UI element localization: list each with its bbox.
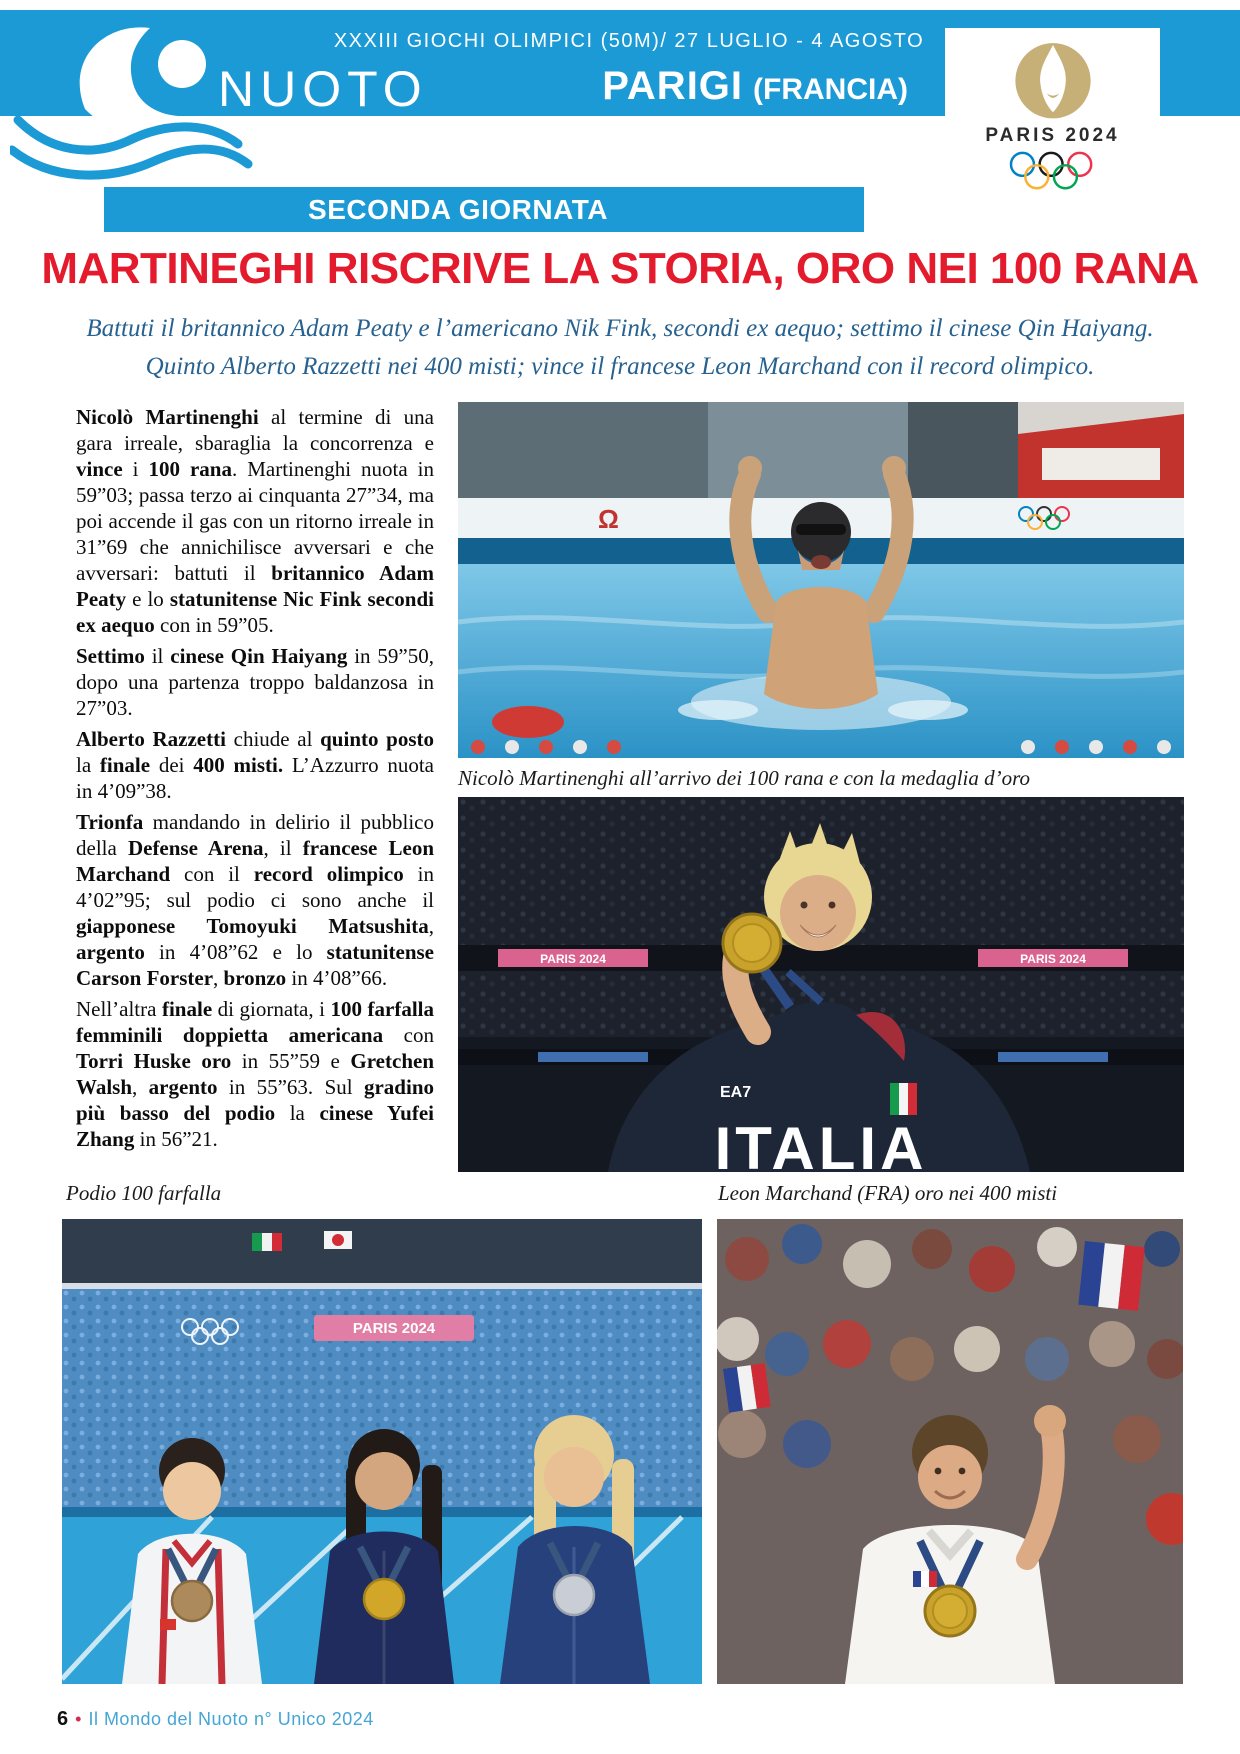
pool-wall-omega: Ω (598, 504, 619, 534)
olympic-rings-icon (1007, 151, 1099, 193)
french-flag (723, 1363, 771, 1412)
chest-badge (913, 1571, 937, 1587)
paris2024-wordmark: PARIS 2024 (985, 125, 1120, 146)
caption-martinenghi: Nicolò Martinenghi all’arrivo dei 100 rana e con la medaglia d’oro (458, 766, 1030, 790)
header-strip-title: XXXIII GIOCHI OLIMPICI (50M)/ 27 LUGLIO - 4 AGOSTO (333, 30, 925, 52)
italy-badge (890, 1083, 917, 1115)
jacket-italia-text: ITALIA (714, 1115, 928, 1172)
article-body (76, 404, 434, 1157)
subtitle-line1: Battuti il britannico Adam Peaty e l’americano Nik Fink, secondi ex aequo; settimo il cinese Qin Haiyang. (86, 315, 1154, 342)
photo-marchand-celebration (717, 1219, 1183, 1684)
page-number: 6 (57, 1708, 69, 1730)
photo-martinenghi-medal (458, 797, 1184, 1172)
jacket-brand-text: EA7 (720, 1084, 752, 1101)
french-flag (1078, 1241, 1144, 1311)
paragraph: Alberto Razzetti chiude al quinto posto la finale dei 400 misti. L’Azzurro nuota in 4’09”38. (76, 727, 435, 803)
header-city-line (540, 64, 908, 109)
gold-medal (925, 1586, 975, 1636)
photo-martinenghi-pool (458, 402, 1184, 758)
section-title: NUOTO (218, 61, 428, 117)
day-banner (104, 187, 864, 232)
led-board-text: PARIS 2024 (1020, 952, 1086, 966)
page-footer (57, 1708, 374, 1731)
caption-podium: Podio 100 farfalla (66, 1181, 222, 1205)
day-banner-label: SECONDA GIORNATA (308, 193, 608, 225)
caption-marchand: Leon Marchand (FRA) oro nei 400 misti (718, 1181, 1058, 1205)
paragraph: Nell’altra finale di giornata, i 100 farfalla femminili doppietta americana con Torri Huske oro in 55”59 e Gretchen Walsh, argento in 55”63. Sul gradino più basso del podio la cinese Yufei Zhang in 56”21. (76, 997, 434, 1151)
subtitle-line2: Quinto Alberto Razzetti nei 400 misti; vince il francese Leon Marchand con il record olimpico. (145, 353, 1095, 380)
paragraph: Trionfa mandando in delirio il pubblico della Defense Arena, il francese Leon Marchand con il record olimpico in 4’02”95; sul podio ci sono anche il giapponese Tomoyuki Matsushita, argento in 4’08”62 e lo statunitense Carson Forster, bronzo in 4’08”66. (76, 810, 434, 990)
led-board-text: PARIS 2024 (352, 1320, 436, 1337)
paragraph: Settimo il cinese Qin Haiyang in 59”50, dopo una partenza troppo baldanzosa in 27”03. (76, 644, 434, 720)
footer-bullet-icon: • (75, 1709, 82, 1729)
country-name: (FRANCIA) (753, 73, 908, 106)
paris2024-logo (945, 28, 1160, 218)
olympic-flame-icon (1013, 36, 1093, 122)
footer-text: Il Mondo del Nuoto n° Unico 2024 (88, 1709, 374, 1729)
led-board-text: PARIS 2024 (540, 952, 606, 966)
gold-medal (723, 914, 781, 972)
city-name: PARIGI (602, 64, 744, 108)
headline: MARTINEGHI RISCRIVE LA STORIA, ORO NEI 100 RANA (41, 244, 1199, 293)
paragraph: Nicolò Martinenghi al termine di una gara irreale, sbaraglia la concorrenza e vince i 100 rana. Martinenghi nuota in 59”03; passa terzo ai cinquanta 27”34, ma poi accende il gas con un ritorno irreale in 31”69 che annichilisce avversari e che avversari: battuti il britannico Adam Peaty e lo statunitense Nic Fink secondi ex aequo con in 59”05. (76, 405, 435, 637)
photo-podium-100-farfalla (62, 1219, 702, 1684)
